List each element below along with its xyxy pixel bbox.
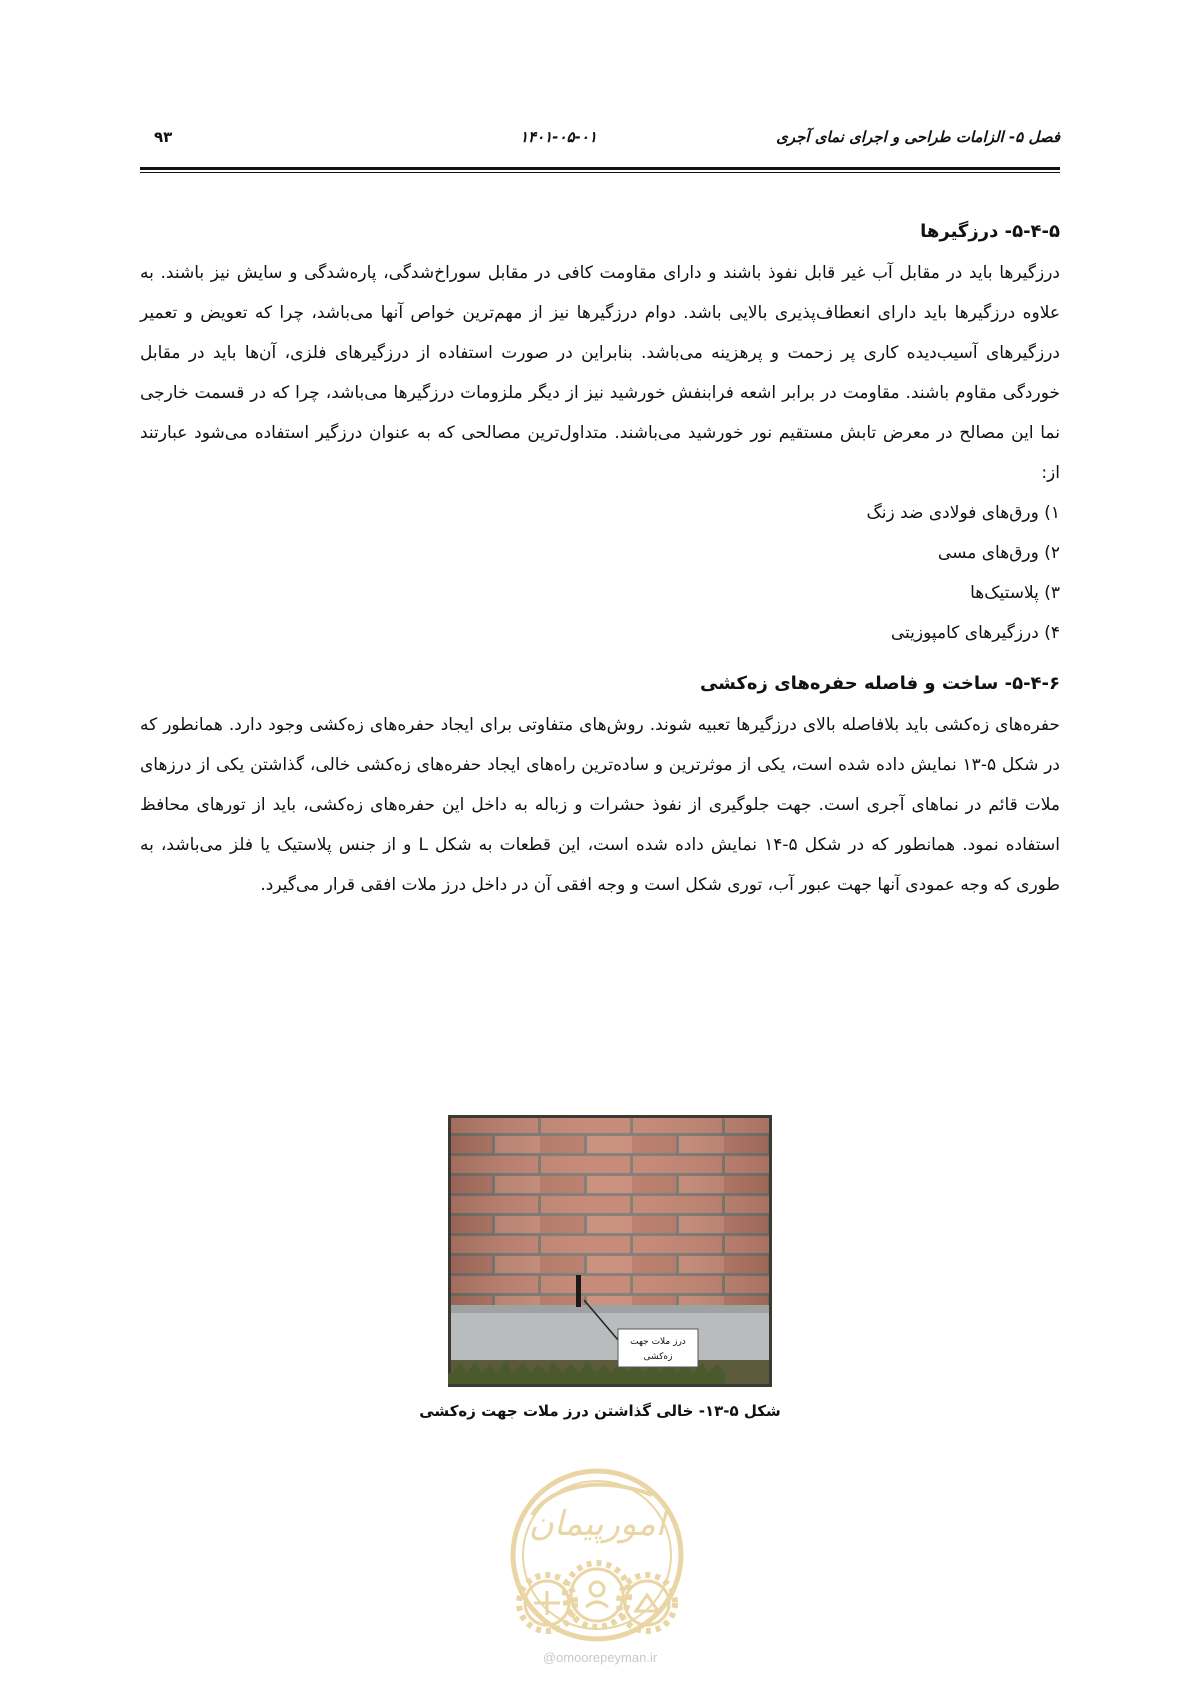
header-date: ۱۴۰۱-۰۵-۰۱ (520, 128, 597, 146)
chapter-title: فصل ۵- الزامات طراحی و اجرای نمای آجری (776, 128, 1060, 146)
section-heading-weep-holes: ۵-۴-۶- ساخت و فاصله حفره‌های زه‌کشی (699, 673, 1060, 694)
brick-wall-photo (448, 1115, 772, 1387)
list-item: ۳) پلاستیک‌ها (970, 583, 1060, 603)
weep-holes-paragraph: حفره‌های زه‌کشی باید بلافاصله بالای درزگیرها تعبیه شوند. روش‌های متفاوتی برای ایجاد حفره‌های زه‌کشی وجود دارد. همانطور که در شکل ۵-۱۳ نمایش داده شده است، یکی از موثرترین و ساده‌ترین راه‌های ایجاد حفره‌های زه‌کشی خالی، گذاشتن یکی از درزهای ملات قائم در نماهای آجری است. جهت جلوگیری از نفوذ حشرات و زباله به داخل این حفره‌های زه‌کشی، باید از تورهای محافظ استفاده نمود. همانطور که در شکل ۵-۱۴ نمایش داده شده است، این قطعات به شکل L و از جنس پلاستیک یا فلز می‌باشد، به طوری که وجه عمودی آنها جهت عبور آب، توری شکل است و وجه افقی آن در داخل درز ملات افقی قرار می‌گیرد. (140, 715, 1060, 895)
figure-caption: شکل ۵-۱۳- خالی گذاشتن درز ملات جهت زه‌کشی (419, 1402, 781, 1420)
list-item: ۲) ورق‌های مسی (937, 543, 1060, 563)
sealants-paragraph: درزگیرها باید در مقابل آب غیر قابل نفوذ باشند و دارای مقاومت کافی در مقابل سوراخ‌شدگی، پاره‌شدگی و سایش نیز باشند. به علاوه درزگیرها باید دارای انعطاف‌پذیری بالایی باشد. دوام درزگیرها نیز از مهم‌ترین خواص آنها می‌باشد، چرا که تعویض و تعمیر درزگیرهای آسیب‌دیده کاری پر زحمت و پرهزینه می‌باشد. بنابراین در صورت استفاده از درزگیرهای فلزی، آن‌ها باید در مقابل خوردگی مقاوم باشند. مقاومت در برابر اشعه فرابنفش خورشید نیز از دیگر ملزومات درزگیرها می‌باشد، چرا که در قسمت خارجی نما این مصالح در معرض تابش مستقیم نور خورشید می‌باشند. متداول‌ترین مصالحی که به عنوان درزگیر استفاده می‌شود عبارتند از: (140, 263, 1060, 483)
page-number: ۹۳ (154, 128, 173, 146)
figure-label-line1: درز ملات جهت (630, 1337, 686, 1347)
section-heading-sealants: ۵-۴-۵- درزگیرها (920, 221, 1060, 242)
header-rule-thick (140, 167, 1060, 170)
svg-text:امورپیمان: امورپیمان (528, 1504, 666, 1544)
figure-label-line2: زه‌کشی (643, 1352, 673, 1362)
list-item: ۴) درزگیرهای کامپوزیتی (890, 623, 1060, 643)
running-header (140, 128, 1060, 150)
sealant-materials-list (140, 493, 1060, 653)
header-rule-thin (140, 172, 1060, 173)
page-content (140, 215, 1060, 905)
watermark-site: @omoorepeyman.ir (542, 1650, 658, 1665)
list-item: ۱) ورق‌های فولادی ضد زنگ (866, 503, 1060, 523)
